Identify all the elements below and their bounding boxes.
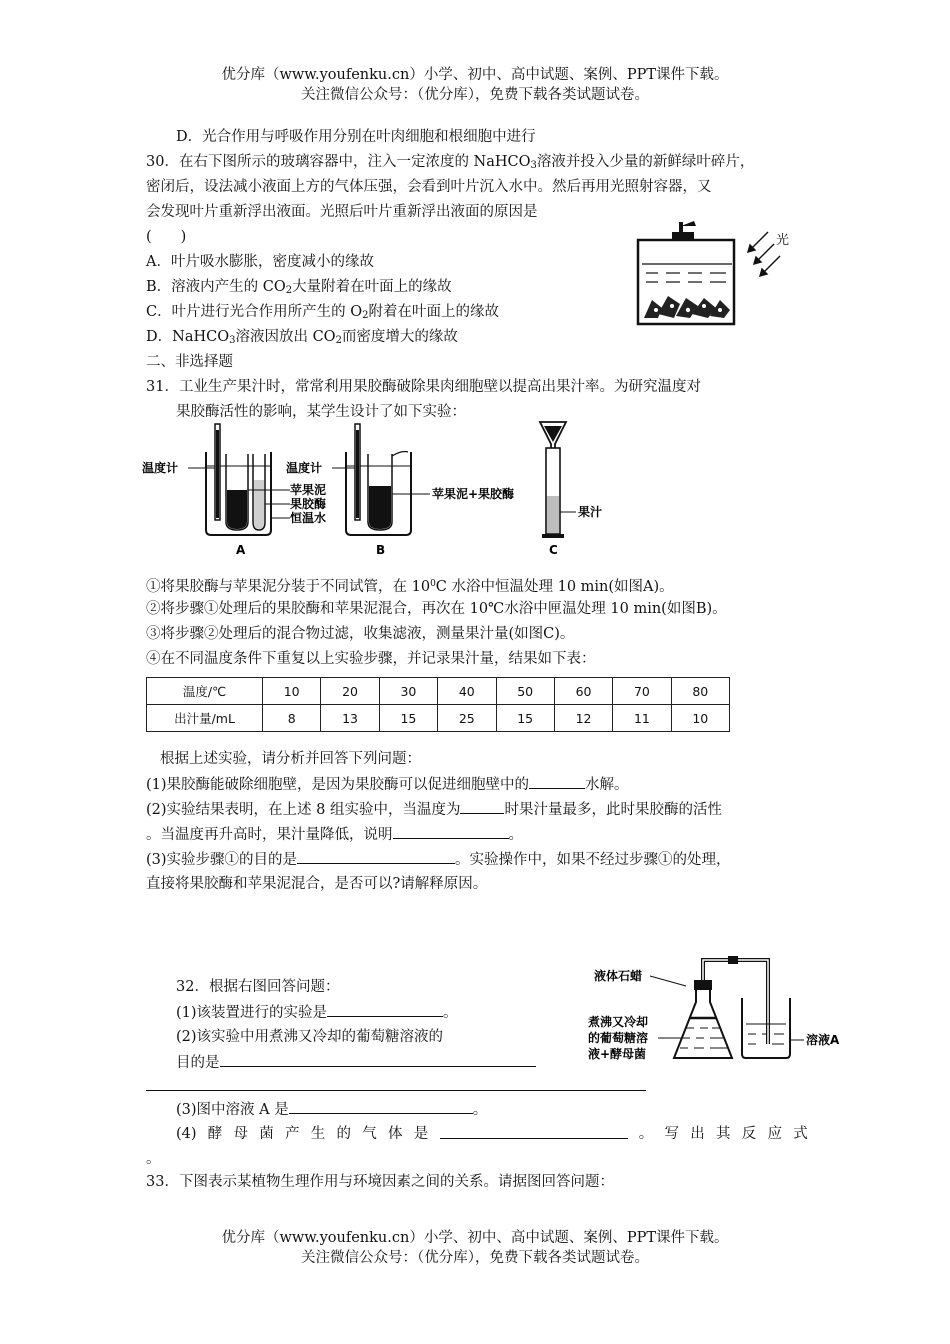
q30-option-c <box>146 302 499 326</box>
page-footer-line1: 优分库（www.youfenku.cn）小学、初中、高中试题、案例、PPT课件下载。 <box>221 1230 729 1246</box>
q30-opt-c-part1: C．叶片进行光合作用所产生的 O <box>146 304 363 320</box>
q30-opt-d-part1: D．NaHCO <box>146 329 230 345</box>
leader-paraffin <box>650 976 686 986</box>
label-fig-a: A <box>236 543 246 557</box>
answer-blank[interactable] <box>289 1099 473 1114</box>
q32-part1 <box>176 1002 458 1023</box>
q30-option-a: A．叶片吸水膨胀，密度减小的缘故 <box>146 254 374 270</box>
q31-step1-sup: 0 <box>430 579 436 589</box>
table-cell: 11 <box>613 705 671 732</box>
table-header-volume: 出汁量/mL <box>147 705 263 732</box>
q32-p4-w7: 气 <box>362 1126 377 1142</box>
q31-question1 <box>146 774 629 795</box>
q32-p1-a: (1)该装置进行的实验是 <box>176 1005 328 1021</box>
q32-p4-w5: 生 <box>310 1126 326 1142</box>
q30-stem-a: 30．在右下图所示的玻璃容器中，注入一定浓度的 NaHCO <box>146 154 531 170</box>
table-cell: 70 <box>613 678 671 705</box>
label-thermometer-a: 温度计 <box>142 461 179 475</box>
q32-p4-w11: 。 <box>638 1126 654 1142</box>
q31-stem-line1: 31．工业生产果汁时，常常利用果胶酶破除果肉细胞壁以提高出果汁率。为研究温度对 <box>146 379 701 395</box>
q30-answer-paren: ( ) <box>146 229 187 245</box>
tube-b-lip <box>392 452 408 457</box>
label-thermometer-b: 温度计 <box>286 461 323 475</box>
q32-p1-b: 。 <box>443 1005 458 1021</box>
table-cell: 80 <box>671 678 729 705</box>
table-header-temperature: 温度/℃ <box>147 678 263 705</box>
q32-p4-w14: 其 <box>716 1126 731 1142</box>
label-apple-puree: 苹果泥 <box>290 483 327 497</box>
q31-results-table <box>146 677 730 732</box>
q30-opt-c-part2: 附着在叶面上的缘故 <box>368 304 499 320</box>
table-cell: 20 <box>321 678 379 705</box>
q32-p4-w9: 是 <box>413 1126 429 1142</box>
q30-opt-b-sub: 2 <box>285 285 293 296</box>
q31-step1 <box>146 574 674 597</box>
q31-step4: ④在不同温度条件下重复以上实验步骤，并记录果汁量，结果如下表： <box>146 651 596 667</box>
q32-p3-b: 。 <box>472 1102 488 1118</box>
table-cell: 50 <box>496 678 554 705</box>
label-constant-water: 恒温水 <box>290 511 327 525</box>
q31-question3-line2: 直接将果胶酶和苹果泥混合，是否可以?请解释原因。 <box>146 876 488 892</box>
q31-step2: ②将步骤①处理后的果胶酶和苹果泥混合，再次在 10℃水浴中匣温处理 10 min(如图B)。 <box>146 601 727 617</box>
table-cell: 8 <box>263 705 321 732</box>
table-cell: 40 <box>438 678 496 705</box>
q31-question2-line2 <box>146 824 523 845</box>
q30-stem-b: 溶液并投入少量的新鲜绿叶碎片， <box>536 154 755 170</box>
q32-p4-w13: 出 <box>690 1126 705 1142</box>
q32-part3 <box>176 1099 487 1120</box>
page-footer-line2: 关注微信公众号：（优分库），免费下载各类试题试卷。 <box>301 1250 649 1266</box>
q32-p4-w15: 反 <box>741 1126 757 1142</box>
label-fig-b: B <box>376 543 386 557</box>
q32-p4-w17: 式 <box>793 1126 808 1142</box>
q32-p4-w12: 写 <box>664 1126 680 1142</box>
q31-step1-b: C 水浴中恒温处理 10 min(如图A)。 <box>435 579 674 595</box>
q31-q1-a: (1)果胶酶能破除细胞壁，是因为果胶酶可以促进细胞壁中的 <box>146 777 530 793</box>
table-row-volume <box>147 705 730 732</box>
label-glucose-line1: 煮沸又冷却 <box>588 1015 649 1029</box>
light-label: 光 <box>776 233 790 248</box>
page-header-line2: 关注微信公众号：（优分库），免费下载各类试题试卷。 <box>301 87 649 103</box>
table-cell: 25 <box>438 705 496 732</box>
q31-q1-b: 水解。 <box>585 777 629 793</box>
q30-opt-c-sub: 2 <box>362 310 369 321</box>
q31-step1-a: ①将果胶酶与苹果泥分装于不同试管，在 10 <box>146 579 431 595</box>
label-pectinase: 果胶酶 <box>290 497 327 511</box>
mixture-b <box>369 486 391 529</box>
q30-option-b <box>146 277 452 301</box>
q32-part2-line1: (2)该实验中用煮沸又冷却的葡萄糖溶液的 <box>176 1029 444 1045</box>
q31-question2-line1 <box>146 799 722 820</box>
valve-handle <box>681 221 696 226</box>
q30-stem-line3: 会发现叶片重新浮出液面。光照后叶片重新浮出液面的原因是 <box>146 204 538 220</box>
juice-c <box>547 496 559 533</box>
q32-p4-w16: 应 <box>767 1126 783 1142</box>
table-cell: 10 <box>263 678 321 705</box>
label-solution-a: 溶液A <box>806 1033 840 1047</box>
q32-p3-a: (3)图中溶液 A 是 <box>176 1102 289 1118</box>
q31-q2-a: (2)实验结果表明，在上述 8 组实验中，当温度为 <box>146 802 461 818</box>
q30-opt-d-sub2: 2 <box>335 335 342 346</box>
q32-part4 <box>176 1124 808 1144</box>
q32-p4-w4: 产 <box>285 1126 300 1142</box>
q30-opt-d-sub1: 3 <box>229 335 236 346</box>
q32-p4-w6: 的 <box>336 1126 352 1142</box>
q31-stem-line2: 果胶酶活性的影响，某学生设计了如下实验： <box>176 404 466 420</box>
label-juice: 果汁 <box>578 505 603 519</box>
tube-clamp <box>728 956 738 964</box>
q32-p4-w0: (4) <box>176 1126 197 1142</box>
answer-blank[interactable] <box>220 1052 536 1067</box>
label-glucose-line3: 液+酵母菌 <box>588 1047 647 1061</box>
table-cell: 60 <box>554 678 612 705</box>
q31-experiment-figure <box>140 420 620 562</box>
q30-opt-b-part2: 大量附着在叶面上的缘故 <box>292 279 452 295</box>
pectinase-a <box>254 480 264 529</box>
q32-part2-line2 <box>176 1052 536 1073</box>
table-row-temperature <box>147 678 730 705</box>
label-glucose-line2: 的葡萄糖溶 <box>588 1031 649 1045</box>
apple-puree-a <box>227 490 247 529</box>
thermometer-a-mercury <box>216 430 219 518</box>
table-cell: 10 <box>671 705 729 732</box>
q30-opt-d-part2: 溶液因放出 CO <box>235 329 336 345</box>
q31-q3-b: 。实验操作中，如果不经过步骤①的处理， <box>455 852 731 868</box>
valve-stem <box>679 222 683 234</box>
answer-blank[interactable] <box>297 849 455 864</box>
q32-p4-w1: 酵 <box>207 1126 223 1142</box>
table-cell: 15 <box>496 705 554 732</box>
q31-question3-line1 <box>146 849 731 870</box>
table-cell: 12 <box>554 705 612 732</box>
q30-stem-line2: 密闭后，设法减小液面上方的气体压强，会看到叶片沉入水中。然后再用光照射容器，又 <box>146 179 712 195</box>
q31-q2-d: 。 <box>508 827 523 843</box>
q30-opt-b-part1: B．溶液内产生的 CO <box>146 279 286 295</box>
q32-p4-w3: 菌 <box>259 1126 274 1142</box>
cylinder-base <box>542 534 564 538</box>
table-cell: 30 <box>379 678 437 705</box>
answer-line-full[interactable] <box>146 1090 646 1091</box>
q31-intro: 根据上述实验，请分析并回答下列问题： <box>160 751 421 767</box>
q32-p4-w2: 母 <box>233 1126 249 1142</box>
page-header-line1: 优分库（www.youfenku.cn）小学、初中、高中试题、案例、PPT课件下载。 <box>221 67 729 83</box>
label-liquid-paraffin: 液体石蜡 <box>594 969 643 983</box>
q30-container-figure <box>628 218 800 330</box>
q30-stem-line1 <box>146 152 754 176</box>
answer-blank[interactable] <box>529 774 585 789</box>
label-fig-c: C <box>549 543 558 557</box>
q32-apparatus-figure <box>586 954 852 1078</box>
table-cell: 15 <box>379 705 437 732</box>
q32-p4-w8: 体 <box>388 1126 403 1142</box>
answer-blank[interactable] <box>327 1002 443 1017</box>
q32-part4-end: 。 <box>146 1151 161 1167</box>
q31-q3-a: (3)实验步骤①的目的是 <box>146 852 298 868</box>
q30-opt-d-part3: 而密度增大的缘故 <box>341 329 458 345</box>
q32-p2-b: 目的是 <box>176 1055 220 1071</box>
q31-q2-b: 时果汁量最多，此时果胶酶的活性 <box>504 802 722 818</box>
q31-q2-c: 。当温度再升高时，果汁量降低，说明 <box>146 827 393 843</box>
flask-stopper <box>694 980 712 990</box>
q32-stem: 32．根据右图回答问题： <box>176 979 340 995</box>
answer-blank[interactable] <box>440 1124 628 1139</box>
answer-blank[interactable] <box>460 799 504 814</box>
q30-sub3: 3 <box>530 160 537 171</box>
label-mixture: 苹果泥+果胶酶 <box>432 487 515 501</box>
table-cell: 13 <box>321 705 379 732</box>
q31-step3: ③将步骤②处理后的混合物过滤，收集滤液，测量果汁量(如图C)。 <box>146 626 575 642</box>
answer-blank[interactable] <box>393 824 509 839</box>
q30-option-d <box>146 327 458 351</box>
q29-option-d: D．光合作用与呼吸作用分别在叶肉细胞和根细胞中进行 <box>176 129 536 145</box>
thermometer-b-mercury <box>356 430 359 518</box>
section-nonchoice-title: 二、非选择题 <box>146 354 233 370</box>
q33-stem: 33．下图表示某植物生理作用与环境因素之间的关系。请据图回答问题： <box>146 1174 614 1190</box>
